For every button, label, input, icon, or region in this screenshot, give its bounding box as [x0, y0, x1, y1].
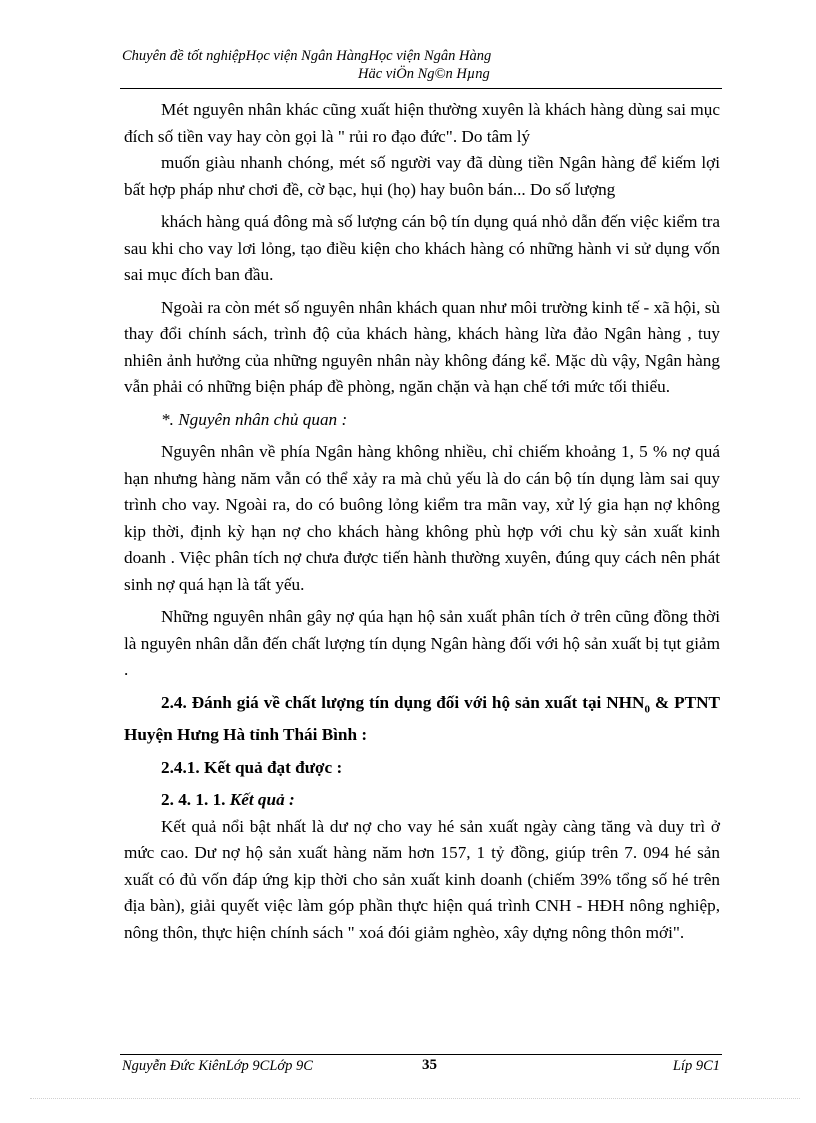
- footer-class: Líp 9C1: [672, 1058, 720, 1074]
- footer-author: Nguyễn Đức KiênLớp 9CLớp 9C: [122, 1058, 313, 1074]
- paragraph-5: Nguyên nhân về phía Ngân hàng không nhiều, chỉ chiếm khoảng 1, 5 % nợ quá hạn nhưng hàng năm vẫn có thể xảy ra mà chủ yếu là do cán bộ tín dụng làm sai quy trình cho vay. Ngoài ra, do có buông lỏng kiểm tra mãn vay, xử lý gia hạn nợ không kịp thời, định kỳ hạn nợ cho khách hàng không phù hợp với chu kỳ sản xuất kinh doanh . Việc phân tích nợ chưa được tiến hành thường xuyên, đúng quy cách nên phát sinh nợ quá hạn là tất yếu.: [124, 442, 720, 594]
- paragraph-7: Kết quả nổi bật nhất là dư nợ cho vay hé sản xuất ngày càng tăng và duy trì ở mức cao. Dư nợ hộ sản xuất hàng năm hơn 157, 1 tỷ đồng, giúp trên 7. 094 hé sản xuất có đủ vốn đáp ứng kịp thời cho sản xuất kinh doanh (chiếm 39% tổng số hé trên địa bàn), giải quyết việc làm góp phần thực hiện quá trình CNH - HĐH nông nghiệp, nông thôn, thực hiện chính sách " xoá đói giảm nghèo, xây dựng nông thôn mới".: [124, 816, 720, 942]
- paragraph-1: Mét nguyên nhân khác cũng xuất hiện thường xuyên là khách hàng dùng sai mục đích số tiền vay hay còn gọi là " rủi ro đạo đức". Do tâm lý: [124, 100, 720, 146]
- section-number-2-4-1-1: 2. 4. 1. 1.: [161, 790, 230, 810]
- header-title-line1: Chuyên đề tốt nghiệpHọc viện Ngân HàngHọc viện Ngân Hàng: [122, 48, 492, 64]
- section-heading-2-4-text-2: & PTNT Huyện Hưng Hà tỉnh Thái Bình :: [124, 692, 721, 745]
- paragraph-4: Ngoài ra còn mét số nguyên nhân khách quan như môi trường kinh tế - xã hội, sù thay đổi chính sách, trình độ của khách hàng, khách hàng lừa đảo Ngân hàng , tuy nhiên ảnh hưởng của những nguyên nhân này không đáng kể. Mặc dù vậy, Ngân hàng vẫn phải có những biện pháp đề phòng, ngăn chặn và hạn chế tới mức tối thiểu.: [124, 297, 720, 396]
- section-heading-2-4-text: 2.4. Đánh giá về chất lượng tín dụng đối với hộ sản xuất tại NHN: [161, 692, 645, 712]
- section-title-2-4-1-1: Kết quả :: [229, 790, 295, 810]
- page-number: 35: [422, 1057, 437, 1073]
- header-divider: [120, 88, 722, 89]
- paragraph-3: khách hàng quá đông mà số lượng cán bộ tín dụng quá nhỏ dẫn đến việc kiểm tra sau khi cho vay lơi lỏng, tạo điều kiện cho khách hàng có những hành vi sử dụng vốn sai mục đích ban đầu.: [124, 212, 720, 284]
- section-heading-2-4: [124, 690, 720, 749]
- header-title-line2: Häc viÖn Ng©n Hµng: [358, 66, 490, 82]
- paragraph-2: muốn giàu nhanh chóng, mét số người vay đã dùng tiền Ngân hàng để kiếm lợi bất hợp pháp như chơi đề, cờ bạc, hụi (họ) hay buôn bán... Do số lượng: [124, 153, 720, 199]
- footer-divider: [120, 1054, 722, 1055]
- page-bottom-border: [30, 1098, 800, 1099]
- page-header: [122, 47, 722, 83]
- page-footer: [122, 1058, 722, 1078]
- sub-heading-causes: *. Nguyên nhân chủ quan :: [161, 409, 348, 429]
- document-body: [124, 97, 720, 946]
- section-heading-2-4-1-1: [124, 787, 720, 814]
- section-heading-2-4-1: 2.4.1. Kết quả đạt được :: [161, 757, 343, 777]
- paragraph-6: Những nguyên nhân gây nợ qúa hạn hộ sản xuất phân tích ở trên cũng đồng thời là nguyên nhân dẫn đến chất lượng tín dụng Ngân hàng đối với hộ sản xuất bị tụt giảm .: [124, 607, 720, 679]
- section-heading-2-4-subscript: 0: [644, 702, 650, 715]
